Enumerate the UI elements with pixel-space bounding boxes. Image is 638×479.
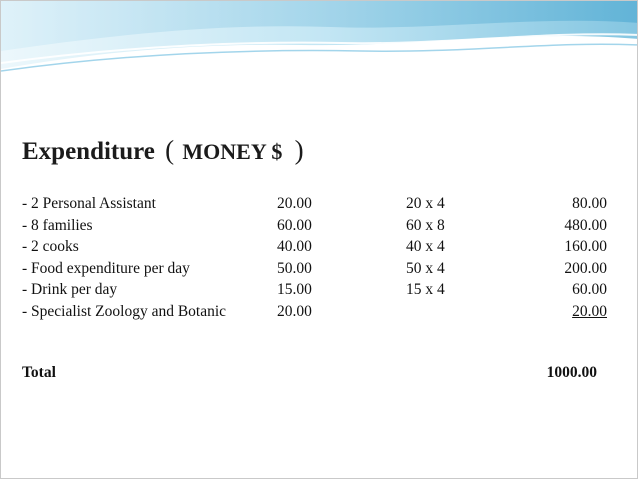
expense-rate: 20.00 [277,195,312,212]
expense-item: - Specialist Zoology and Botanic [22,302,227,320]
expense-amount: 160.00 [564,238,607,256]
expense-calc: 20 x 4 [406,195,445,212]
expense-rate: 50.00 [277,259,312,277]
expense-calc: 50 x 4 [406,259,445,277]
expense-row [22,193,622,215]
expense-list [22,193,622,323]
title-main: Expenditure [22,138,155,165]
expense-row [22,301,622,323]
expense-row [22,215,622,237]
title-open-paren: ( [165,135,175,165]
expense-item: - 2 cooks [22,238,79,256]
expense-item: - 8 families [22,216,93,234]
expense-rate: 60.00 [277,216,312,234]
total-value: 1000.00 [546,364,597,381]
total-row [22,362,599,384]
expense-calc: 15 x 4 [406,281,445,299]
title-money: MONEY $ [182,139,283,164]
wave-banner [1,1,638,91]
title-close-paren: ) [294,135,304,165]
expense-amount: 60.00 [572,281,607,299]
expense-calc: 60 x 8 [406,216,445,234]
page-title [22,135,304,166]
expense-rate: 20.00 [277,302,312,320]
expense-row [22,236,622,258]
expense-calc: 40 x 4 [406,238,445,256]
expense-amount: 200.00 [564,259,607,277]
expense-item: - 2 Personal Assistant [22,195,156,212]
expense-row [22,258,622,280]
expense-rate: 15.00 [277,281,312,299]
expense-item: - Drink per day [22,281,118,299]
expense-row [22,279,622,301]
expense-rate: 40.00 [277,238,312,256]
expense-item: - Food expenditure per day [22,259,190,277]
expense-amount: 20.00 [572,302,607,320]
expense-amount: 80.00 [572,195,607,212]
expense-amount: 480.00 [564,216,607,234]
total-label: Total [22,364,56,381]
